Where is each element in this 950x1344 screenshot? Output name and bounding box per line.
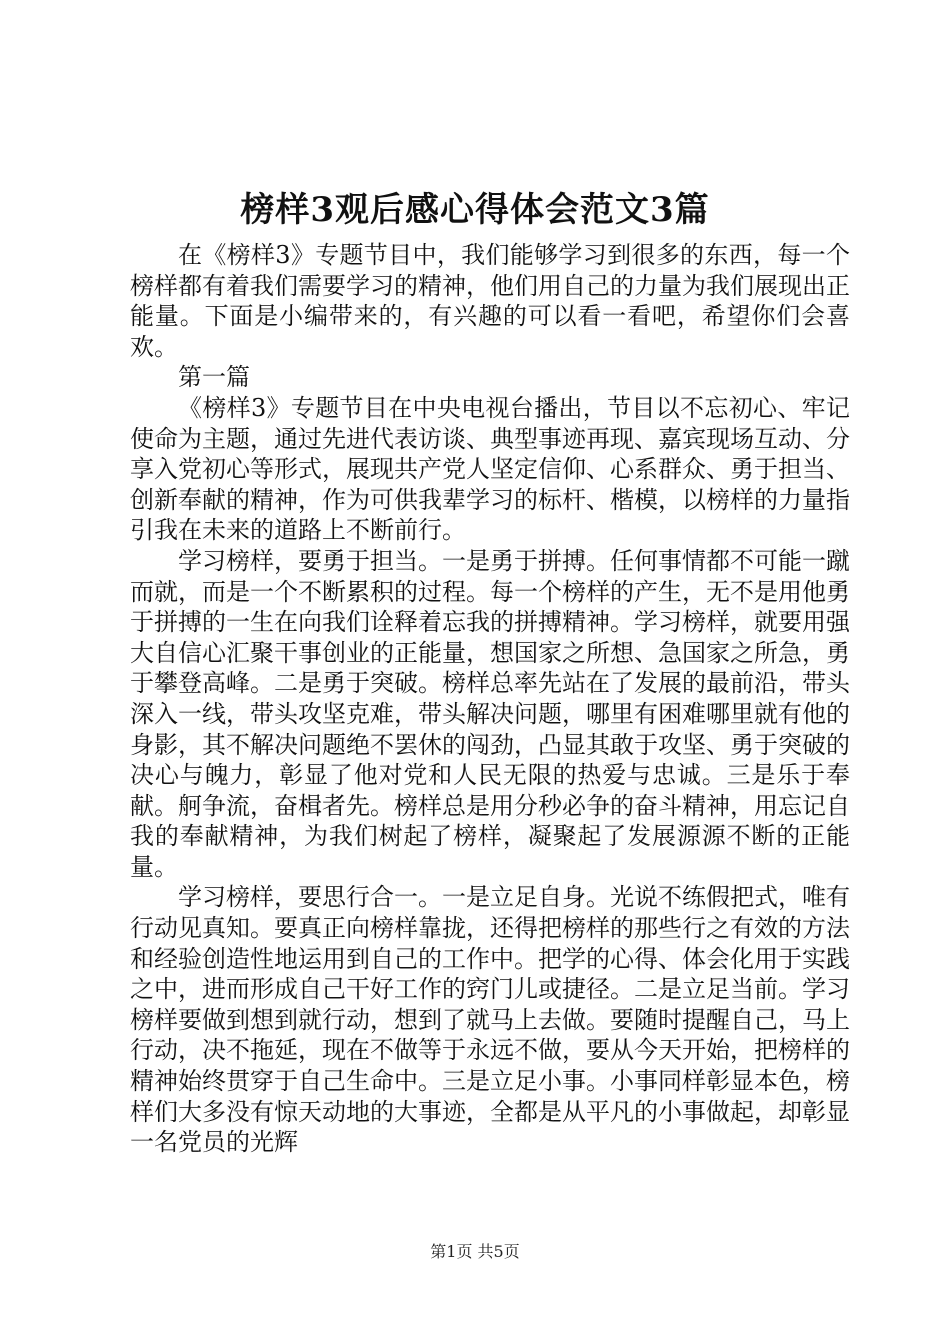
page-number-footer: 第1页 共5页 bbox=[430, 1242, 520, 1261]
body-paragraph: 学习榜样，要勇于担当。一是勇于拼搏。任何事情都不可能一蹴而就，而是一个不断累积的过程。每一个榜样的产生，无不是用他勇于拼搏的一生在向我们诠释着忘我的拼搏精神。学习榜样，就要用强大自信心汇聚干事创业的正能量，想国家之所想、急国家之所急，勇于攀登高峰。二是勇于突破。榜样总率先站在了发展的最前沿，带头深入一线，带头攻坚克难，带头解决问题，哪里有困难哪里就有他的身影，其不解决问题绝不罢休的闯劲，凸显其敢于攻坚、勇于突破的决心与魄力，彰显了他对党和人民无限的热爱与忠诚。三是乐于奉献。舸争流，奋楫者先。榜样总是用分秒必争的奋斗精神，用忘记自我的奉献精神，为我们树起了榜样，凝聚起了发展源源不断的正能量。 bbox=[130, 546, 850, 881]
body-paragraph: 《榜样3》专题节目在中央电视台播出，节目以不忘初心、牢记使命为主题，通过先进代表访谈、典型事迹再现、嘉宾现场互动、分享入党初心等形式，展现共产党人坚定信仰、心系群众、勇于担当、创新奉献的精神，作为可供我辈学习的标杆、楷模，以榜样的力量指引我在未来的道路上不断前行。 bbox=[130, 393, 850, 545]
document-title: 榜样3观后感心得体会范文3篇 bbox=[240, 190, 710, 230]
section-heading-first: 第一篇 bbox=[178, 363, 250, 392]
document-body bbox=[130, 240, 850, 1158]
intro-paragraph: 在《榜样3》专题节目中，我们能够学习到很多的东西，每一个榜样都有着我们需要学习的精神，他们用自己的力量为我们展现出正能量。下面是小编带来的，有兴趣的可以看一看吧，希望你们会喜欢。 bbox=[130, 241, 850, 361]
body-paragraph: 学习榜样，要思行合一。一是立足自身。光说不练假把式，唯有行动见真知。要真正向榜样靠拢，还得把榜样的那些行之有效的方法和经验创造性地运用到自己的工作中。把学的心得、体会化用于实践之中，进而形成自己干好工作的窍门儿或捷径。二是立足当前。学习榜样要做到想到就行动，想到了就马上去做。要随时提醒自己，马上行动，决不拖延，现在不做等于永远不做，要从今天开始，把榜样的精神始终贯穿于自己生命中。三是立足小事。小事同样彰显本色，榜样们大多没有惊天动地的大事迹，全都是从平凡的小事做起，却彰显一名党员的光辉 bbox=[130, 883, 850, 1157]
